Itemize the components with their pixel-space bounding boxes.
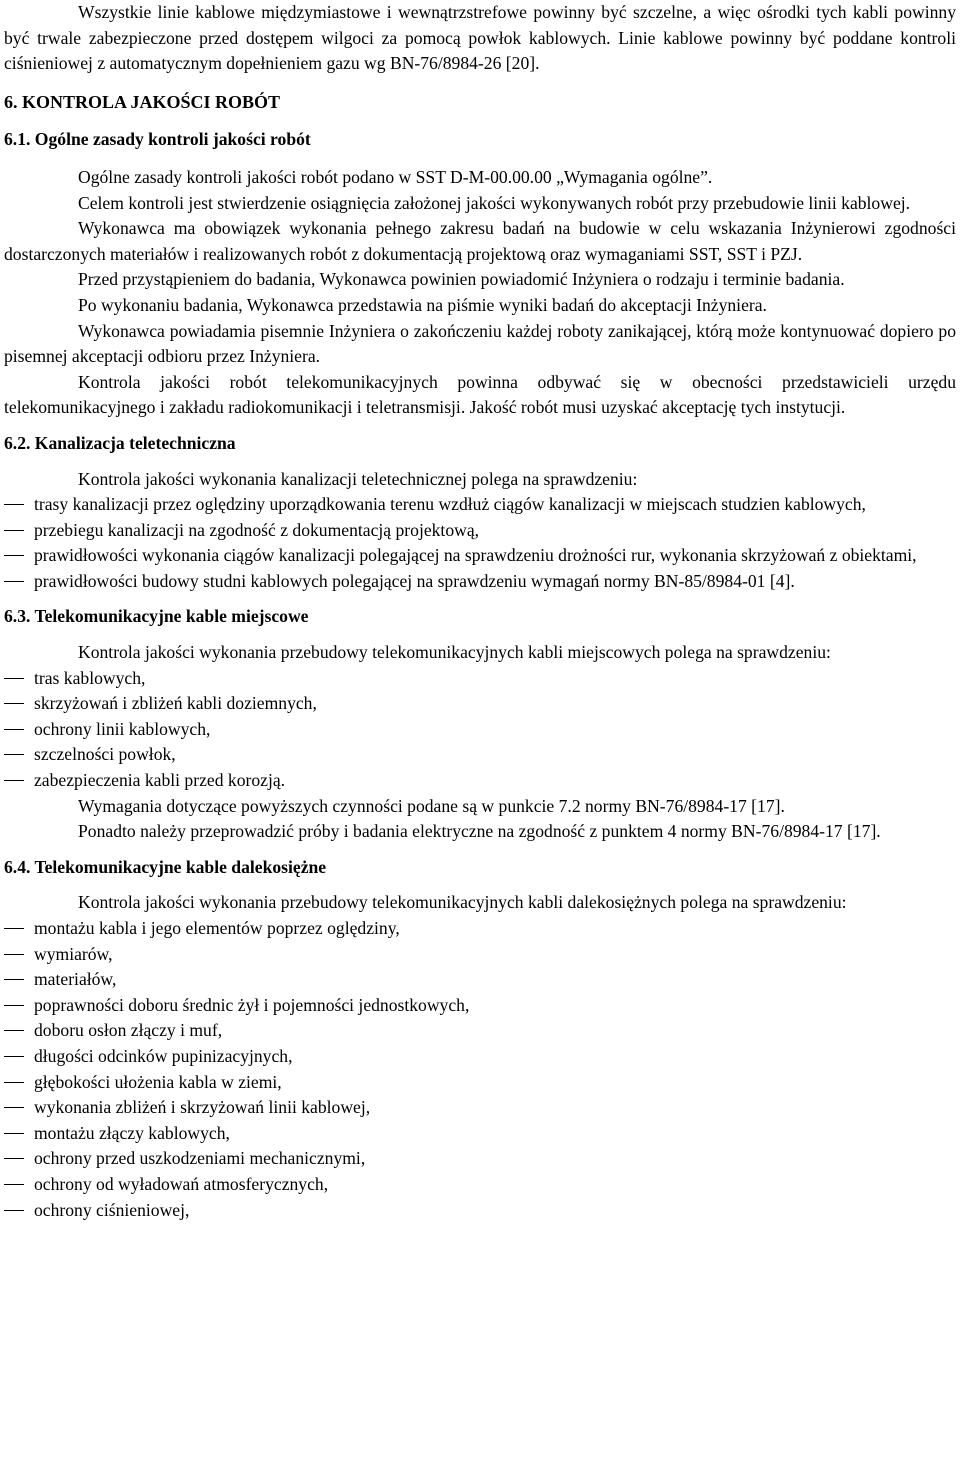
list-item: szczelności powłok,: [4, 742, 956, 768]
dash-bullet: [4, 1107, 24, 1108]
dash-bullet: [4, 1184, 24, 1185]
check-list: [4, 492, 956, 594]
dash-bullet: [4, 678, 24, 679]
paragraph: Kontrola jakości robót telekomunikacyjnych powinna odbywać się w obecności przedstawicieli urzędu telekomunikacyjnego i zakładu radiokomunikacji i teletransmisji. Jakość robót musi uzyskać akceptację tych instytucji.: [4, 371, 956, 418]
dash-bullet: [4, 1210, 24, 1211]
list-item: zabezpieczenia kabli przed korozją.: [4, 768, 956, 794]
paragraph: Ogólne zasady kontroli jakości robót podano w SST D-M-00.00.00 „Wymagania ogólne”.: [78, 166, 713, 187]
section-6-4-heading: 6.4. Telekomunikacyjne kable dalekosiężne: [4, 856, 327, 877]
dash-bullet: [4, 979, 24, 980]
paragraph: Celem kontroli jest stwierdzenie osiągnięcia założonej jakości wykonywanych robót przy przebudowie linii kablowej.: [78, 192, 911, 213]
list-item: trasy kanalizacji przez oględziny uporządkowania terenu wzdłuż ciągów kanalizacji w miejscach studzien kablowych,: [4, 492, 956, 518]
section-6-1-heading: 6.1. Ogólne zasady kontroli jakości robót: [4, 129, 311, 150]
list-item: ochrony od wyładowań atmosferycznych,: [4, 1172, 956, 1198]
dash-bullet: [4, 1158, 24, 1159]
paragraph: Wykonawca ma obowiązek wykonania pełnego zakresu badań na budowie w celu wskazania Inżynierowi zgodności dostarczonych materiałów i realizowanych robót z dokumentacją projektową oraz wymaganiami SST, SST i PZJ.: [4, 218, 956, 264]
dash-bullet: [4, 754, 24, 755]
list-item: tras kablowych,: [4, 666, 956, 692]
paragraph: Po wykonaniu badania, Wykonawca przedstawia na piśmie wyniki badań do akceptacji Inżyniera.: [78, 294, 767, 315]
lead-paragraph: Kontrola jakości wykonania przebudowy telekomunikacyjnych kabli dalekosiężnych polega na sprawdzeniu:: [78, 892, 847, 913]
dash-bullet: [4, 1056, 24, 1057]
list-item: montażu kabla i jego elementów poprzez oględziny,: [4, 916, 956, 942]
list-item: ochrony ciśnieniowej,: [4, 1198, 956, 1224]
lead-paragraph: Kontrola jakości wykonania przebudowy telekomunikacyjnych kabli miejscowych polega na sprawdzeniu:: [78, 642, 831, 663]
paragraph: Przed przystąpieniem do badania, Wykonawca powinien powiadomić Inżyniera o rodzaju i terminie badania.: [78, 269, 845, 290]
check-list: [4, 916, 956, 1223]
list-item: prawidłowości wykonania ciągów kanalizacji polegającej na sprawdzeniu drożności rur, wykonania skrzyżowań z obiektami,: [4, 543, 956, 569]
dash-bullet: [4, 780, 24, 781]
dash-bullet: [4, 504, 24, 505]
list-item: głębokości ułożenia kabla w ziemi,: [4, 1070, 956, 1096]
list-item: skrzyżowań i zbliżeń kabli doziemnych,: [4, 691, 956, 717]
dash-bullet: [4, 1082, 24, 1083]
list-item: poprawności doboru średnic żył i pojemności jednostkowych,: [4, 993, 956, 1019]
section-6-heading: 6. KONTROLA JAKOŚCI ROBÓT: [4, 91, 281, 112]
list-item: wykonania zbliżeń i skrzyżowań linii kablowej,: [4, 1095, 956, 1121]
dash-bullet: [4, 1030, 24, 1031]
paragraph: Wykonawca powiadamia pisemnie Inżyniera o zakończeniu każdej roboty zanikającej, którą może kontynuować dopiero po pisemnej akceptacji odbioru przez Inżyniera.: [4, 320, 956, 367]
list-item: doboru osłon złączy i muf,: [4, 1018, 956, 1044]
list-item: montażu złączy kablowych,: [4, 1121, 956, 1147]
dash-bullet: [4, 703, 24, 704]
list-item: wymiarów,: [4, 942, 956, 968]
dash-bullet: [4, 555, 24, 556]
list-item: przebiegu kanalizacji na zgodność z dokumentacją projektową,: [4, 518, 956, 544]
check-list: [4, 666, 956, 794]
list-item: ochrony przed uszkodzeniami mechanicznymi,: [4, 1146, 956, 1172]
list-item: materiałów,: [4, 967, 956, 993]
dash-bullet: [4, 729, 24, 730]
dash-bullet: [4, 928, 24, 929]
dash-bullet: [4, 1005, 24, 1006]
lead-paragraph: Kontrola jakości wykonania kanalizacji teletechnicznej polega na sprawdzeniu:: [78, 468, 638, 489]
list-item: prawidłowości budowy studni kablowych polegającej na sprawdzeniu wymagań normy BN-85/8984-01 [4].: [4, 569, 956, 595]
list-item: ochrony linii kablowych,: [4, 717, 956, 743]
paragraph: Ponadto należy przeprowadzić próby i badania elektryczne na zgodność z punktem 4 normy BN-76/8984-17 [17].: [78, 821, 881, 842]
dash-bullet: [4, 530, 24, 531]
dash-bullet: [4, 581, 24, 582]
section-6-2-heading: 6.2. Kanalizacja teletechniczna: [4, 432, 236, 453]
dash-bullet: [4, 954, 24, 955]
paragraph: Wymagania dotyczące powyższych czynności podane są w punkcie 7.2 normy BN-76/8984-17 [17].: [78, 795, 785, 816]
intro-paragraph: Wszystkie linie kablowe międzymiastowe i wewnątrzstrefowe powinny być szczelne, a więc ośrodki tych kabli powinny być trwale zabezpieczone przed dostępem wilgoci za pomocą powłok kablowych. Linie kablowe powinny być poddane kontroli ciśnieniowej z automatycznym dopełnieniem gazu wg BN-76/8984-26 [20].: [4, 2, 956, 74]
list-item: długości odcinków pupinizacyjnych,: [4, 1044, 956, 1070]
dash-bullet: [4, 1133, 24, 1134]
section-6-3-heading: 6.3. Telekomunikacyjne kable miejscowe: [4, 606, 309, 627]
